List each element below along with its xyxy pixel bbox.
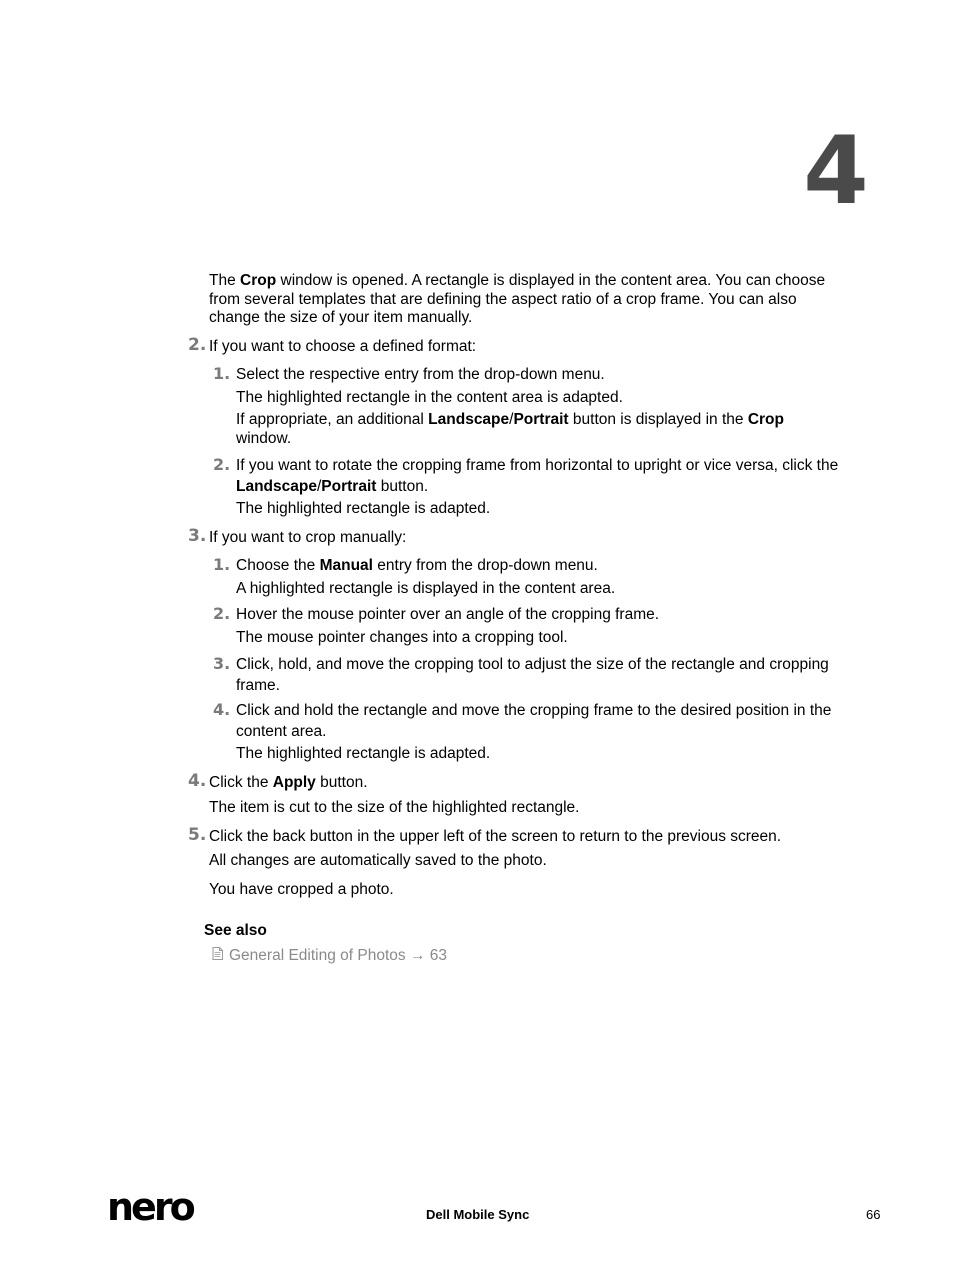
svg-text:nero: nero (107, 1192, 193, 1226)
substep-number: 2. (213, 455, 231, 474)
step-result: The item is cut to the size of the highlighted rectangle. (209, 799, 580, 816)
step-text: If you want to crop manually: (209, 529, 407, 546)
substep-number: 2. (213, 604, 231, 623)
step-result: All changes are automatically saved to the photo. (209, 852, 547, 869)
substep-result: A highlighted rectangle is displayed in the content area. (236, 580, 616, 597)
intro-line-1: The Crop window is opened. A rectangle is displayed in the content area. You can choose (209, 272, 826, 289)
step-number: 5. (188, 825, 207, 845)
see-also-link-page: 63 (429, 947, 448, 964)
intro-line-3: change the size of your item manually. (209, 309, 473, 326)
see-also-link-text: General Editing of Photos (229, 947, 406, 964)
substep-note-cont: window. (236, 430, 292, 447)
see-also-heading: See also (204, 922, 267, 939)
substep-number: 1. (213, 364, 231, 383)
substep-result: The mouse pointer changes into a cropping tool. (236, 629, 568, 646)
substep-text: Choose the Manual entry from the drop-down menu. (236, 557, 598, 574)
substep-text: Hover the mouse pointer over an angle of the cropping frame. (236, 606, 660, 623)
substep-result: The highlighted rectangle is adapted. (236, 500, 491, 517)
substep-text: If you want to rotate the cropping frame from horizontal to upright or vice versa, click the (236, 457, 839, 474)
substep-text-cont: frame. (236, 677, 280, 694)
substep-text: Click and hold the rectangle and move the cropping frame to the desired position in the (236, 702, 832, 719)
footer-title: Dell Mobile Sync (426, 1207, 530, 1222)
substep-text: Click, hold, and move the cropping tool to adjust the size of the rectangle and cropping (236, 656, 829, 673)
intro-line-2: from several templates that are defining the aspect ratio of a crop frame. You can also (209, 291, 797, 308)
step-text: If you want to choose a defined format: (209, 338, 477, 355)
see-also-link[interactable] (212, 946, 447, 965)
conclusion: You have cropped a photo. (209, 881, 394, 898)
chapter-number: 4 (803, 117, 867, 226)
step-number: 4. (188, 771, 207, 791)
see-also-link-arrow: → (409, 947, 426, 964)
substep-text-cont: Landscape/Portrait button. (236, 478, 429, 495)
nero-logo (107, 1192, 213, 1231)
page-number: 66 (866, 1207, 881, 1222)
substep-result: The highlighted rectangle in the content area is adapted. (236, 389, 623, 406)
substep-number: 4. (213, 700, 231, 719)
substep-result: The highlighted rectangle is adapted. (236, 745, 491, 762)
substep-text-cont: content area. (236, 723, 327, 740)
step-number: 2. (188, 335, 207, 355)
substep-text: Select the respective entry from the drop-down menu. (236, 366, 605, 383)
step-text: Click the back button in the upper left of the screen to return to the previous screen. (209, 828, 782, 845)
substep-note: If appropriate, an additional Landscape/Portrait button is displayed in the Crop (236, 411, 784, 428)
substep-number: 3. (213, 654, 231, 673)
document-icon (212, 946, 223, 965)
step-number: 3. (188, 526, 207, 546)
step-text: Click the Apply button. (209, 774, 368, 791)
substep-number: 1. (213, 555, 231, 574)
